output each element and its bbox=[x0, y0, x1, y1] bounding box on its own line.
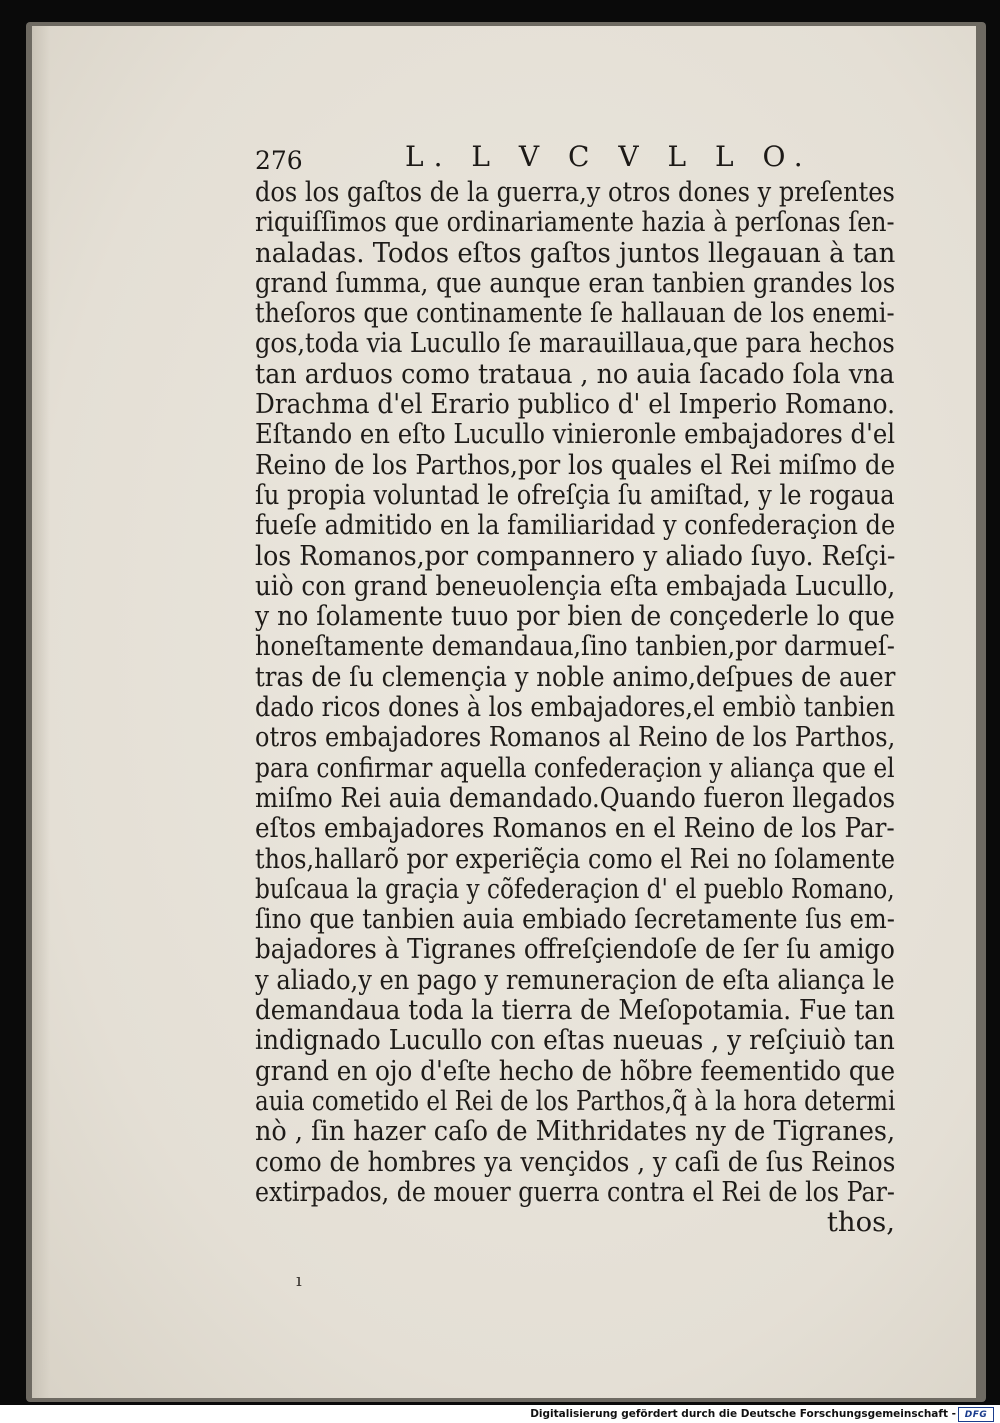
text-line: gos,toda via Lucullo ſe marauillaua,que para hechos bbox=[255, 327, 895, 360]
dfg-logo-text: DFG bbox=[964, 1409, 988, 1420]
text-line: y aliado,y en pago y remuneraçion de eſta aliança le bbox=[255, 963, 895, 996]
text-line: otros embajadores Romanos al Reino de los Parthos, bbox=[255, 721, 896, 754]
page-gutter-shadow bbox=[32, 26, 50, 1398]
text-line: tan arduos como trataua , no auia ſacado ſola vna bbox=[255, 357, 895, 390]
text-line: miſmo Rei auia demandado.Quando fueron llegados bbox=[255, 781, 896, 814]
text-line: honeſtamente demandaua,ſino tanbien,por darmueſ- bbox=[255, 630, 895, 663]
text-line: naladas. Todos eſtos gaſtos juntos llegauan à tan bbox=[255, 236, 896, 269]
text-line: ſu propia voluntad le ofreſçia ſu amiſtad, y le rogaua bbox=[255, 478, 895, 511]
text-line: grand ſumma, que aunque eran tanbien grandes los bbox=[255, 266, 896, 299]
page-number: 276 bbox=[255, 146, 303, 175]
page-header bbox=[255, 138, 895, 178]
text-line: eſtos embajadores Romanos en el Reino de los Par- bbox=[255, 812, 895, 845]
text-line: bajadores à Tigranes offreſçiendoſe de ſer ſu amigo bbox=[255, 933, 895, 966]
text-line: grand en ojo d'eſte hecho de hõbre feementido que bbox=[255, 1054, 896, 1087]
text-line: riquiſſimos que ordinariamente hazia à perſonas ſen- bbox=[255, 206, 895, 239]
body-text bbox=[255, 177, 895, 1237]
text-line: Eſtando en eſto Lucullo vinieronle embajadores d'el bbox=[255, 418, 896, 451]
text-line: nò , ſin hazer caſo de Mithridates ny de Tigranes, bbox=[255, 1115, 896, 1148]
digitization-credit: Digitalisierung gefördert durch die Deutsche Forschungsgemeinschaft - bbox=[530, 1408, 956, 1420]
dfg-logo bbox=[958, 1407, 994, 1422]
text-line: los Romanos,por compannero y aliado ſuyo. Reſçi- bbox=[255, 539, 896, 572]
text-line: ſino que tanbien auia embiado ſecretamente ſus em- bbox=[255, 903, 895, 936]
running-title: L. L V C V L L O. bbox=[405, 140, 813, 173]
text-line: y no ſolamente tuuo por bien de conçederle lo que bbox=[255, 600, 895, 633]
stray-mark: ı bbox=[296, 1270, 302, 1291]
text-line: como de hombres ya vençidos , y caſi de ſus Reinos bbox=[255, 1145, 896, 1178]
text-line: dado ricos dones à los embajadores,el embiò tanbien bbox=[255, 691, 896, 724]
text-line: para confirmar aquella confederaçion y aliança que el bbox=[255, 751, 895, 784]
text-line: theſoros que continamente ſe hallauan de los enemi- bbox=[255, 297, 895, 330]
text-line: auia cometido el Rei de los Parthos,q̃ à la hora determi bbox=[255, 1084, 896, 1117]
text-line: Drachma d'el Erario publico d' el Imperio Romano. bbox=[255, 388, 895, 421]
text-line: uiò con grand beneuolençia eſta embajada Lucullo, bbox=[255, 569, 896, 602]
text-line: dos los gaſtos de la guerra,y otros dones y preſentes bbox=[255, 176, 895, 208]
text-line: thos,hallarõ por experiẽçia como el Rei no ſolamente bbox=[255, 842, 895, 875]
text-line: indignado Lucullo con eſtas nueuas , y reſçiuiò tan bbox=[255, 1024, 895, 1057]
text-line: demandaua toda la tierra de Meſopotamia. Fue tan bbox=[255, 994, 895, 1027]
text-line: buſcaua la graçia y cõfederaçion d' el pueblo Romano, bbox=[255, 872, 895, 905]
text-line: fueſe admitido en la familiaridad y confederaçion de bbox=[255, 509, 896, 542]
text-line: tras de ſu clemençia y noble animo,deſpues de auer bbox=[255, 660, 896, 693]
text-line: Reino de los Parthos,por los quales el Rei miſmo de bbox=[255, 448, 896, 481]
catchword: thos, bbox=[826, 1206, 895, 1239]
text-line: extirpados, de mouer guerra contra el Rei de los Par- bbox=[255, 1175, 895, 1208]
